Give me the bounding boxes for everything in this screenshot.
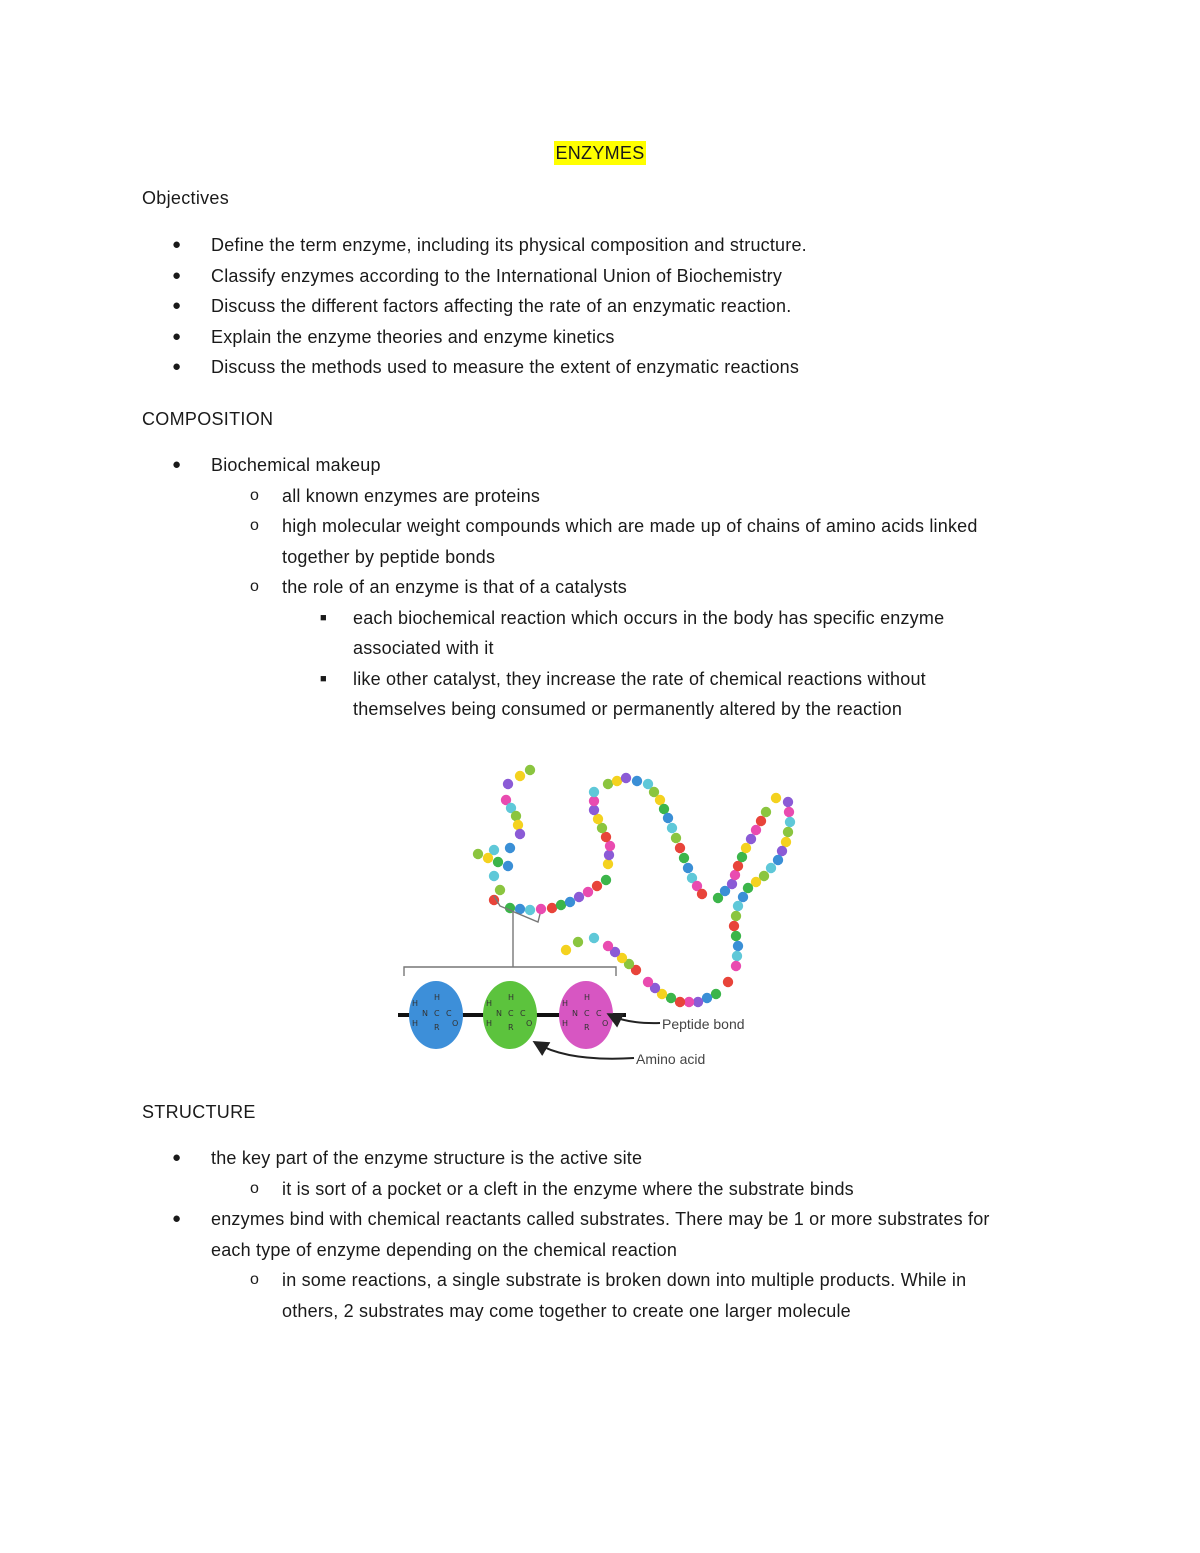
bullet-marker: ● [172,236,182,253]
amino-acid-bead [493,857,503,867]
title-wrap [0,143,1200,164]
amino-acid-bead [473,849,483,859]
amino-acid-bead [761,807,771,817]
amino-acid-bead [597,823,607,833]
structure-heading: STRUCTURE [142,1102,256,1122]
amino-acid-bead [671,833,681,843]
bullet-marker: ● [172,297,182,314]
list-item: ● Biochemical makeup [142,450,1092,481]
amino-acid-bead-chain [473,765,795,1007]
atom-label: C [520,1009,526,1018]
objectives-heading: Objectives [142,188,230,208]
bullet-marker: ● [172,1149,182,1166]
list-subsubitem: ■ like other catalyst, they increase the rate of chemical reactions without [142,664,1092,695]
amino-acid-bead [589,787,599,797]
amino-acid-bead [684,997,694,1007]
list-subsubitem-continuation: themselves being consumed or permanently altered by the reaction [353,699,903,719]
amino-acid-bead [573,937,583,947]
bullet-marker: ● [172,1210,182,1227]
bullet-marker: ● [172,327,182,345]
structure-list [142,1143,1102,1326]
atom-label: H [486,1019,493,1028]
amino-acid-bead [603,859,613,869]
amino-acid-bead [505,843,515,853]
amino-acid-bead [771,793,781,803]
amino-acid-bead [556,900,566,910]
bullet-marker: ● [172,456,182,473]
amino-acid-bead [675,843,685,853]
amino-acid-bead [777,846,787,856]
amino-acid-chain-figure [398,762,808,1072]
atom-label: O [452,1019,459,1028]
amino-acid-bead [733,941,743,951]
list-item: ● the key part of the enzyme structure is the active site [142,1143,1102,1174]
objective-item: ● Classify enzymes according to the International Union of Biochemistry [142,261,1092,292]
atom-label: H [562,999,569,1008]
list-subitem: o high molecular weight compounds which are made up of chains of amino acids linked [142,511,1092,542]
amino-acid-bead [784,807,794,817]
amino-acid-bead [727,879,737,889]
amino-acid-bead [667,823,677,833]
amino-acid-bead [483,853,493,863]
atom-label: R [508,1023,514,1032]
amino-acid-bead [593,814,603,824]
amino-acid-bead [732,951,742,961]
amino-acid-bead [756,816,766,826]
list-item-continuation: each type of enzyme depending on the chemical reaction [211,1239,678,1260]
amino-acid-bead [783,797,793,807]
composition-heading: COMPOSITION [142,409,274,429]
amino-acid-bead [655,795,665,805]
document-title: ENZYMES [555,143,645,163]
amino-acid-bead [666,993,676,1003]
amino-acid-bead [781,837,791,847]
amino-acid-bead [515,771,525,781]
bullet-marker: ● [172,358,182,375]
list-subitem: o in some reactions, a single substrate is broken down into multiple products. While in [142,1265,1102,1296]
circle-marker: o [250,1271,260,1288]
amino-acid-bead [663,813,673,823]
circle-marker: o [250,517,260,534]
atom-label: H [434,993,441,1002]
amino-acid-bead [751,825,761,835]
objectives-list [142,230,1092,383]
atom-label: C [446,1009,452,1018]
list-subitem: o the role of an enzyme is that of a catalysts [142,572,1092,603]
atom-label: H [412,999,419,1008]
amino-acid-bead [495,885,505,895]
amino-acid-bead [702,993,712,1003]
atom-label: R [434,1023,440,1032]
amino-acid-bead [612,776,622,786]
amino-acid-bead [731,961,741,971]
amino-acid-bead [711,989,721,999]
amino-acid-bead [773,855,783,865]
square-marker: ■ [320,672,327,685]
amino-acid-bead [643,977,653,987]
atom-label: N [422,1009,428,1018]
amino-acid-bead [731,911,741,921]
circle-marker: o [250,486,260,504]
atom-label: O [602,1019,609,1028]
list-subitem: o all known enzymes are proteins [142,481,1092,512]
amino-acid-bead [574,892,584,902]
amino-acid-bead [589,933,599,943]
amino-acid-bead [697,889,707,899]
amino-acid-bead [675,997,685,1007]
amino-acid-bead [766,863,776,873]
amino-acid-bead [525,765,535,775]
amino-acid-bead [503,779,513,789]
residue-bracket [404,967,616,976]
list-subsubitem-continuation: associated with it [353,638,494,658]
circle-marker: o [250,578,260,595]
bullet-marker: ● [172,266,182,284]
objective-item: ● Discuss the methods used to measure the extent of enzymatic reactions [142,352,1092,383]
amino-acid-bead [515,829,525,839]
amino-acid-bead [632,776,642,786]
amino-acid-bead [731,931,741,941]
amino-acid-bead [659,804,669,814]
objective-item: ● Define the term enzyme, including its physical composition and structure. [142,230,1092,261]
amino-acid-bead [511,811,521,821]
atom-label: H [412,1019,419,1028]
protein-chain-diagram [398,762,808,1072]
atom-label: C [596,1009,602,1018]
objective-item: ● Explain the enzyme theories and enzyme kinetics [142,322,1092,353]
amino-acid-bead [583,887,593,897]
amino-acid-bead [743,883,753,893]
amino-acid-bead [603,779,613,789]
amino-acid-bead [693,997,703,1007]
amino-acid-bead [785,817,795,827]
amino-acid-bead [683,863,693,873]
atom-label: C [584,1009,590,1018]
amino-acid-bead [589,805,599,815]
amino-acid-bead [746,834,756,844]
amino-acid-bead [592,881,602,891]
amino-acid-bead [730,870,740,880]
amino-acid-bead [738,892,748,902]
amino-acid-bead [603,941,613,951]
amino-acid-bead [723,977,733,987]
amino-acid-bead [565,897,575,907]
peptide-bond-label: Peptide bond [662,1016,745,1032]
list-item: ● enzymes bind with chemical reactants called substrates. There may be 1 or more substrates for [142,1204,1102,1235]
circle-marker: o [250,1179,260,1197]
atom-label: H [562,1019,569,1028]
amino-acid-bead [561,945,571,955]
composition-list [142,450,1092,725]
amino-acid-bead [605,841,615,851]
amino-acid-bead [547,903,557,913]
amino-acid-bead [589,796,599,806]
square-marker: ■ [320,611,327,624]
amino-acid-bead [601,832,611,842]
atom-label: R [584,1023,590,1032]
atom-label: N [496,1009,502,1018]
amino-acid-bead [737,852,747,862]
amino-acid-bead [536,904,546,914]
list-subitem: o it is sort of a pocket or a cleft in the enzyme where the substrate binds [142,1174,1102,1205]
amino-acid-bead [513,820,523,830]
atom-label: C [434,1009,440,1018]
amino-acid-bead [741,843,751,853]
amino-acid-bead [621,773,631,783]
amino-acid-bead [783,827,793,837]
amino-acid-bead [503,861,513,871]
atom-label: O [526,1019,533,1028]
list-subsubitem: ■ each biochemical reaction which occurs in the body has specific enzyme [142,603,1092,634]
amino-acid-bead [604,850,614,860]
atom-label: H [584,993,591,1002]
amino-acid-label: Amino acid [636,1051,706,1067]
atom-label: C [508,1009,514,1018]
atom-label: H [508,993,515,1002]
atom-label: H [486,999,493,1008]
amino-acid-bead [601,875,611,885]
list-subitem-continuation: others, 2 substrates may come together to create one larger molecule [282,1300,851,1321]
amino-acid-bead [733,861,743,871]
amino-acid-bead [489,871,499,881]
amino-acid-bead [733,901,743,911]
list-subitem-continuation: together by peptide bonds [282,546,496,567]
amino-acid-bead [679,853,689,863]
amino-acid-bead [729,921,739,931]
atom-label: N [572,1009,578,1018]
objective-item: ● Discuss the different factors affecting the rate of an enzymatic reaction. [142,291,1092,322]
amino-acid-bead [525,905,535,915]
